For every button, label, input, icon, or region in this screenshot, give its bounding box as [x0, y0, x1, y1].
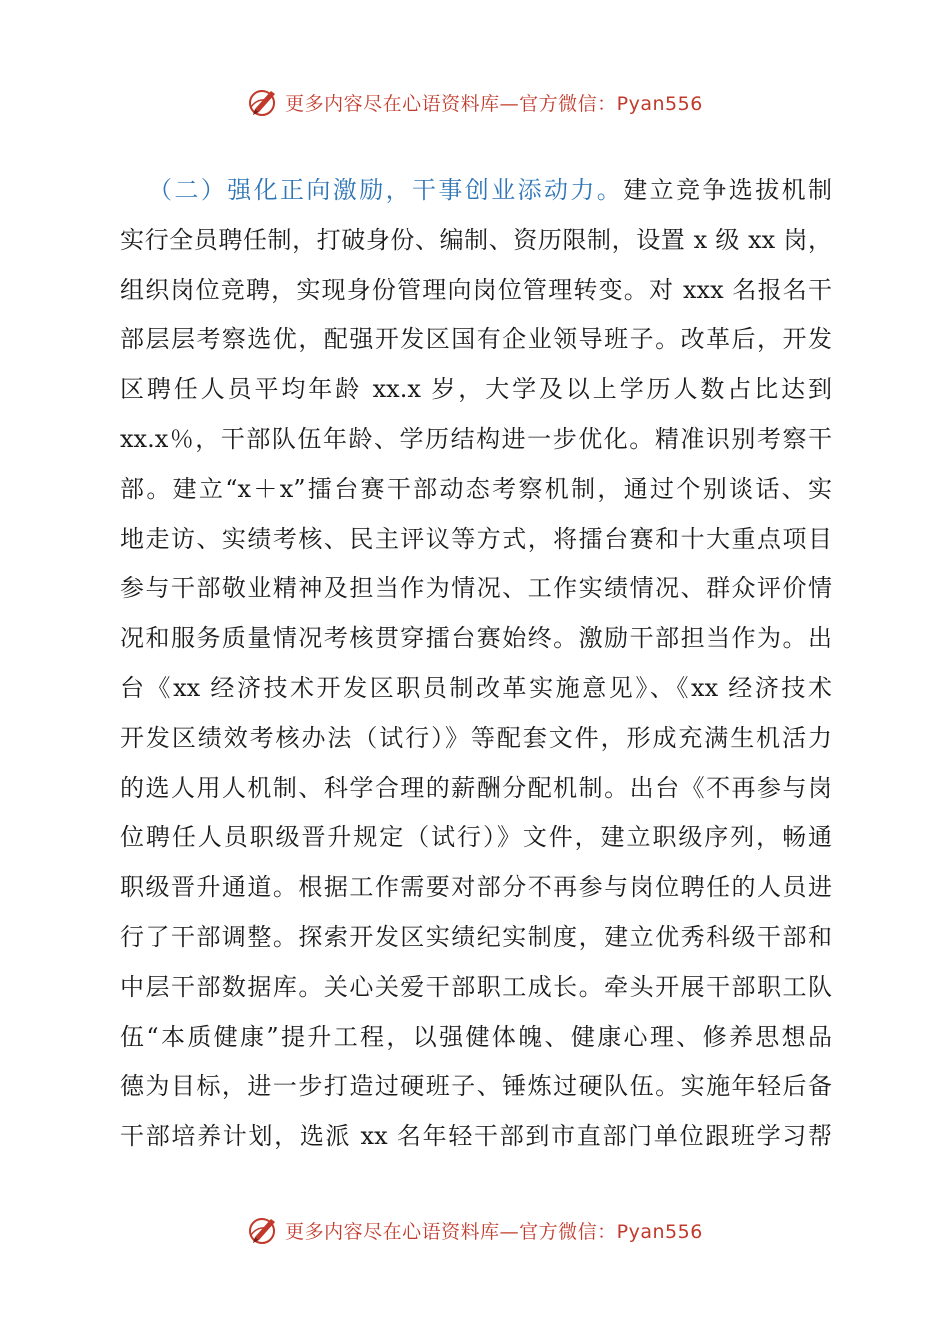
paragraph-line: 职级晋升通道。根据工作需要对部分不再参与岗位聘任的人员进 — [120, 873, 832, 902]
paragraph-line: 区聘任人员平均年龄 xx.x 岁，大学及以上学历人数占比达到 — [120, 375, 832, 404]
pen-logo-icon — [247, 85, 281, 119]
header-banner — [0, 82, 950, 122]
paragraph-line: 的选人用人机制、科学合理的薪酬分配机制。出台《不再参与岗 — [120, 773, 832, 802]
banner-label: 更多内容尽在心语资料库—官方微信： — [285, 92, 617, 115]
paragraph-line: 况和服务质量情况考核贯穿擂台赛始终。激励干部担当作为。出 — [120, 624, 832, 653]
wechat-id: Pyan556 — [616, 92, 703, 115]
banner-text — [285, 89, 703, 116]
line-text: 建立竞争选拔机制 — [623, 176, 833, 204]
paragraph-line: 开发区绩效考核办法（试行）》等配套文件，形成充满生机活力 — [120, 723, 832, 752]
paragraph-line — [120, 166, 832, 216]
paragraph-line: 干部培养计划，选派 xx 名年轻干部到市直部门单位跟班学习帮 — [120, 1122, 832, 1151]
wechat-id: Pyan556 — [616, 1220, 703, 1243]
paragraph-line: 伍“本质健康”提升工程，以强健体魄、健康心理、修养思想品 — [120, 1022, 832, 1051]
banner-text — [285, 1217, 703, 1244]
section-heading: （二）强化正向激励，干事创业添动力。 — [148, 176, 624, 204]
document-body — [120, 166, 832, 1162]
paragraph-line: 部层层考察选优，配强开发区国有企业领导班子。改革后，开发 — [120, 325, 832, 354]
paragraph-line: 台《xx 经济技术开发区职员制改革实施意见》、《xx 经济技术 — [120, 673, 832, 702]
paragraph-line: xx.x％，干部队伍年龄、学历结构进一步优化。精准识别考察干 — [120, 424, 832, 453]
paragraph-line: 部。建立“x＋x”擂台赛干部动态考察机制，通过个别谈话、实 — [120, 474, 832, 503]
paragraph-line: 参与干部敬业精神及担当作为情况、工作实绩情况、群众评价情 — [120, 574, 832, 603]
paragraph-line: 地走访、实绩考核、民主评议等方式，将擂台赛和十大重点项目 — [120, 524, 832, 553]
paragraph-line: 行了干部调整。探索开发区实绩纪实制度，建立优秀科级干部和 — [120, 922, 832, 951]
paragraph-line: 组织岗位竞聘，实现身份管理向岗位管理转变。对 xxx 名报名干 — [120, 275, 832, 304]
pen-logo-icon — [247, 1213, 281, 1247]
paragraph-line: 德为目标，进一步打造过硬班子、锤炼过硬队伍。实施年轻后备 — [120, 1072, 832, 1101]
paragraph-line: 中层干部数据库。关心关爱干部职工成长。牵头开展干部职工队 — [120, 972, 832, 1001]
banner-label: 更多内容尽在心语资料库—官方微信： — [285, 1220, 617, 1243]
paragraph-line: 位聘任人员职级晋升规定（试行）》文件，建立职级序列，畅通 — [120, 823, 832, 852]
paragraph-line: 实行全员聘任制，打破身份、编制、资历限制，设置 x 级 xx 岗， — [120, 225, 832, 254]
footer-banner — [0, 1210, 950, 1250]
